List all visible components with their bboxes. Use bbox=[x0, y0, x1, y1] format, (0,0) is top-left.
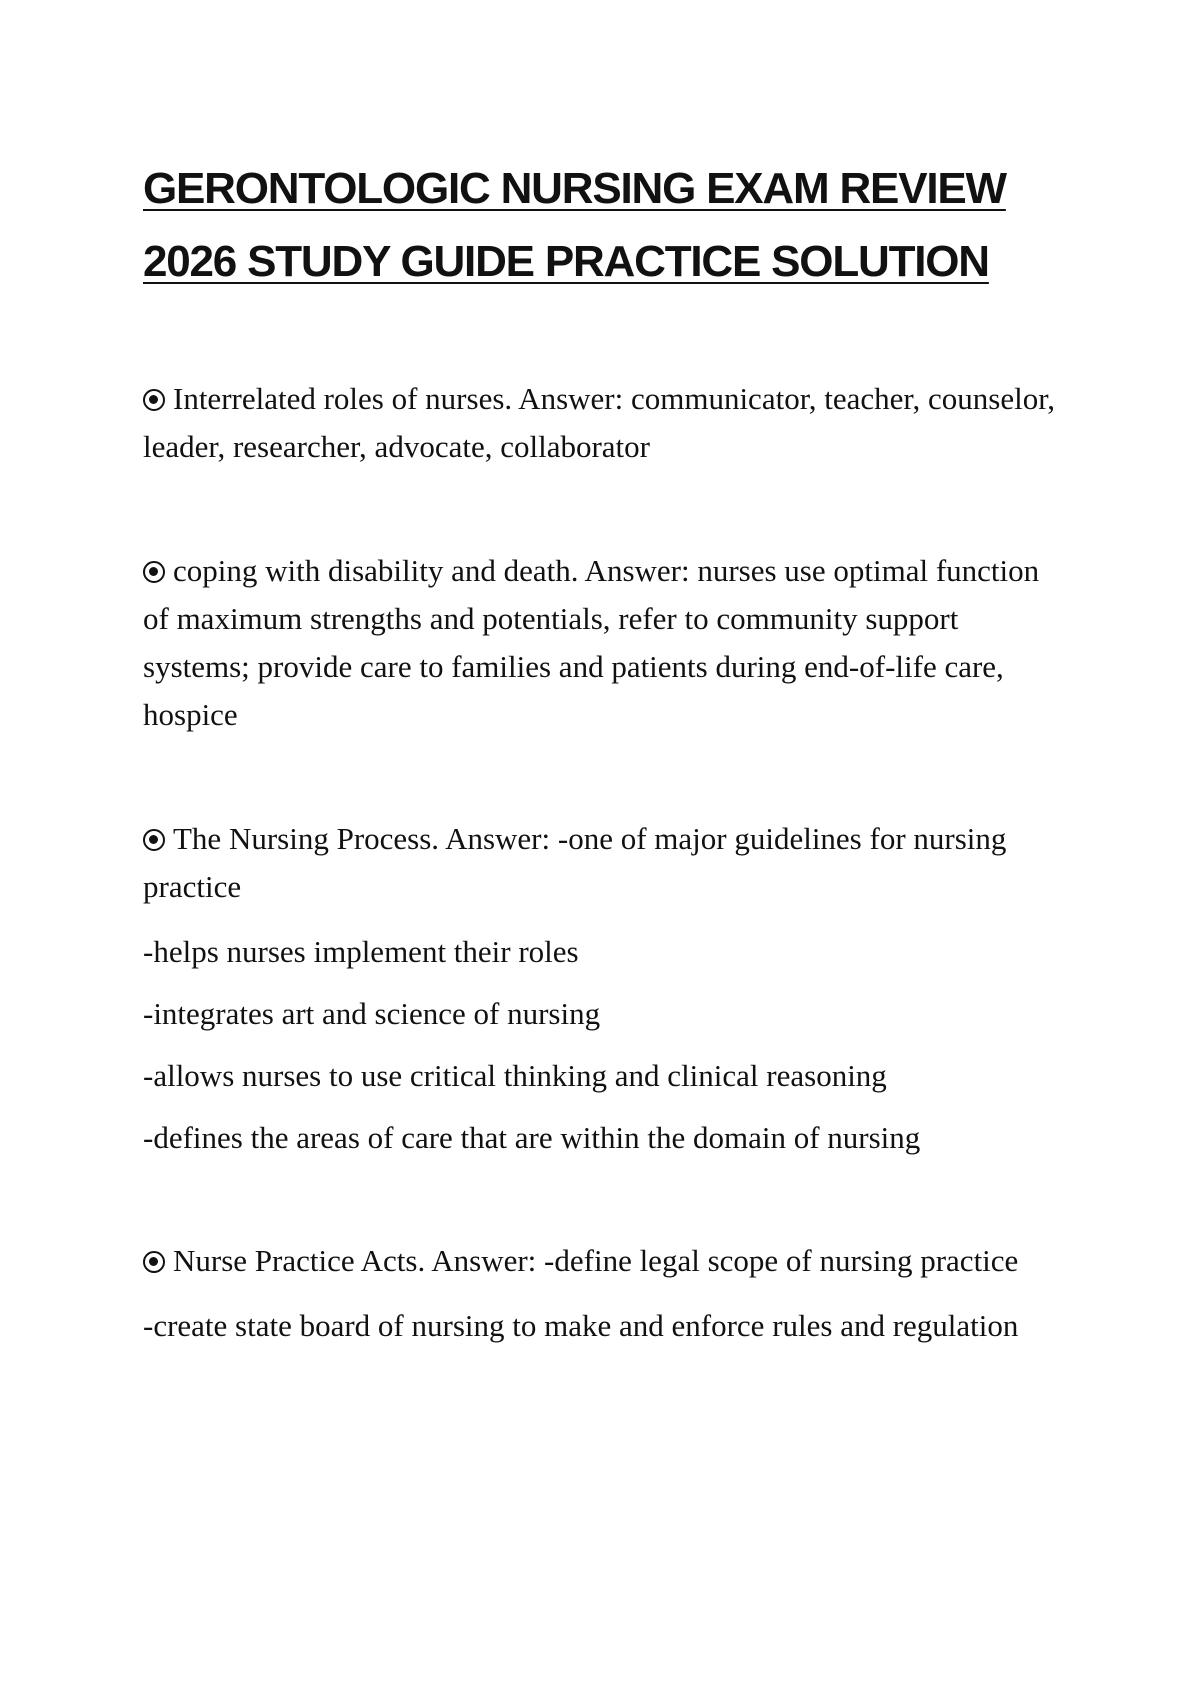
qa-subpoint: -defines the areas of care that are within the domain of nursing bbox=[143, 1120, 921, 1155]
title-line-2: 2026 STUDY GUIDE PRACTICE SOLUTION bbox=[143, 237, 989, 286]
fisheye-bullet-icon bbox=[143, 829, 165, 851]
qa-entry-text: The Nursing Process. Answer: -one of major guidelines for nursing practice bbox=[143, 821, 1007, 904]
qa-subpoint: -allows nurses to use critical thinking and clinical reasoning bbox=[143, 1058, 887, 1093]
qa-entry-text: Nurse Practice Acts. Answer: -define legal scope of nursing practice bbox=[173, 1243, 1019, 1278]
fisheye-bullet-icon bbox=[143, 389, 165, 411]
qa-entry-interrelated-roles bbox=[143, 375, 1063, 471]
qa-entry-text: coping with disability and death. Answer: nurses use optimal function of maximum strengths and potentials, refer to community support systems; provide care to families and patients during end-of-life care, hospice bbox=[143, 553, 1040, 732]
qa-list bbox=[143, 375, 1063, 1425]
qa-entry-nurse-practice-acts bbox=[143, 1237, 1063, 1349]
qa-entry-nursing-process bbox=[143, 815, 1063, 1161]
page-title bbox=[143, 152, 1083, 298]
qa-entry-text: Interrelated roles of nurses. Answer: communicator, teacher, counselor, leader, researcher, advocate, collaborator bbox=[143, 381, 1056, 464]
qa-subpoint: -create state board of nursing to make and enforce rules and regulation bbox=[143, 1308, 1019, 1343]
fisheye-bullet-icon bbox=[143, 1251, 165, 1273]
qa-entry-coping bbox=[143, 547, 1063, 739]
qa-subpoint: -integrates art and science of nursing bbox=[143, 996, 601, 1031]
fisheye-bullet-icon bbox=[143, 561, 165, 583]
title-line-1: GERONTOLOGIC NURSING EXAM REVIEW bbox=[143, 164, 1006, 213]
qa-subpoint: -helps nurses implement their roles bbox=[143, 934, 579, 969]
